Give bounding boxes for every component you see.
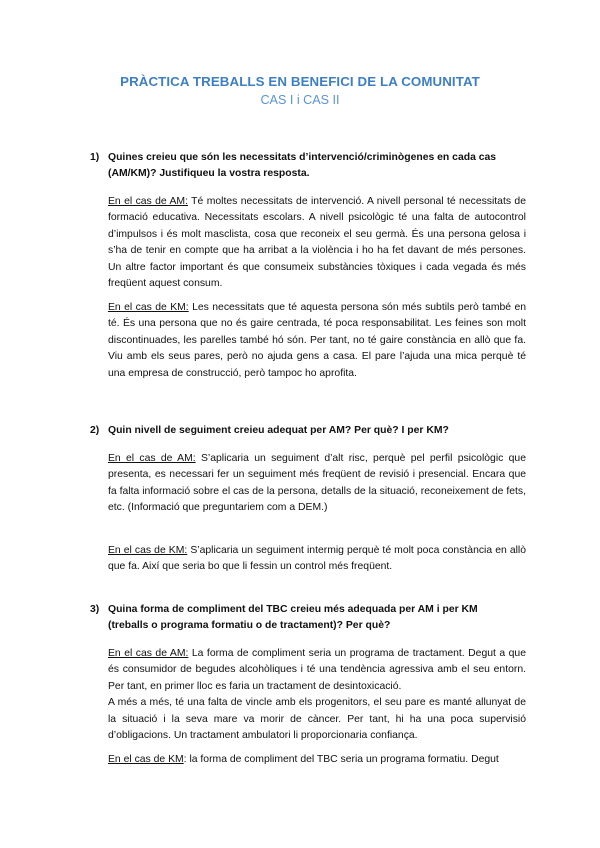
answer-text: Té moltes necessitats de intervenció. A nivell personal té necessitats de formació educativa. Necessitats escolars. A nivell psicològic té una falta de autocontrol d’impulsos i és molt masclista, cosa que reconeix el seu germà. És una persona gelosa i s’ha de tenir en compte que ha arribat a la violència i ho ha fet davant de més persones. Un altre factor important és que consumeix substàncies tòxiques i cada vegada és més freqüent aquest consum. <box>108 196 526 290</box>
case-label: En el cas de AM: <box>108 648 189 659</box>
document-title: PRÀCTICA TREBALLS EN BENEFICI DE LA COMUNITAT <box>120 74 480 89</box>
answer-text: S’aplicaria un seguiment intermig perquè té molt poca constància en allò que fa. Així que seria bo que li fessin un control més freqüent. <box>108 545 527 573</box>
answer-2-am <box>108 451 526 517</box>
answer-text: S’aplicaria un seguiment d’alt risc, perquè pel perfil psicològic que presenta, es necessari fer un seguiment més freqüent de revisió i presencial. Encara que fa falta informació sobre el cas de la persona, detalls de la situació, reconeixement de fets, etc. (Informació que preguntariem com a DEM.) <box>108 453 526 514</box>
question-1 <box>90 150 520 183</box>
case-label: En el cas de KM: <box>108 302 189 313</box>
answer-1-am <box>108 194 526 292</box>
question-number: 2) <box>90 425 100 436</box>
answer-1-km <box>108 300 526 382</box>
document-subtitle: CAS I i CAS II <box>260 93 340 107</box>
case-label: En el cas de KM <box>108 754 184 765</box>
answer-continuation: A més a més, té una falta de vincle amb els progenitors, el seu pare es manté allunyat de la situació i la seva mare va morir de càncer. Per tant, hi ha una poca supervisió d’obligacions. Un tractament ambulatori li proporcionaria confiança. <box>108 697 526 742</box>
question-number: 1) <box>90 152 100 163</box>
answer-3-am <box>108 646 526 744</box>
question-number: 3) <box>90 604 100 615</box>
question-text: Quina forma de compliment del TBC creieu més adequada per AM i per KM (treballs o programa formatiu o de tractament)? Per què? <box>108 604 478 632</box>
answer-text: : la forma de compliment del TBC seria un programa formatiu. Degut <box>183 754 499 765</box>
question-2 <box>90 423 520 439</box>
answer-text: La forma de compliment seria un programa de tractament. Degut a que és consumidor de begudes alcohòliques i té una tendència agressiva amb el seu entorn. Per tant, en primer lloc es faria un tractament de desintoxicació. <box>108 648 526 692</box>
case-label: En el cas de KM: <box>108 545 188 556</box>
question-3 <box>90 602 520 635</box>
question-text: Quin nivell de seguiment creieu adequat per AM? Per què? I per KM? <box>108 425 449 436</box>
question-text: Quines creieu que són les necessitats d’intervenció/criminògenes en cada cas (AM/KM)? Justifiqueu la vostra resposta. <box>108 152 497 180</box>
answer-2-km <box>108 543 526 576</box>
case-label: En el cas de AM: <box>108 453 196 464</box>
answer-text: Les necessitats que té aquesta persona són més subtils però també en té. És una persona que no és gaire centrada, té poca responsabilitat. Les feines son molt discontinuades, les parelles també hó són. Per tant, no té gaire constància en allò que fa. Viu amb els seus pares, però no ajuda gens a casa. El pare l’ajuda una mica perquè té una empresa de construcció, però tampoc ho aprofita. <box>108 302 527 379</box>
case-label: En el cas de AM: <box>108 196 188 207</box>
answer-3-km <box>108 752 526 768</box>
